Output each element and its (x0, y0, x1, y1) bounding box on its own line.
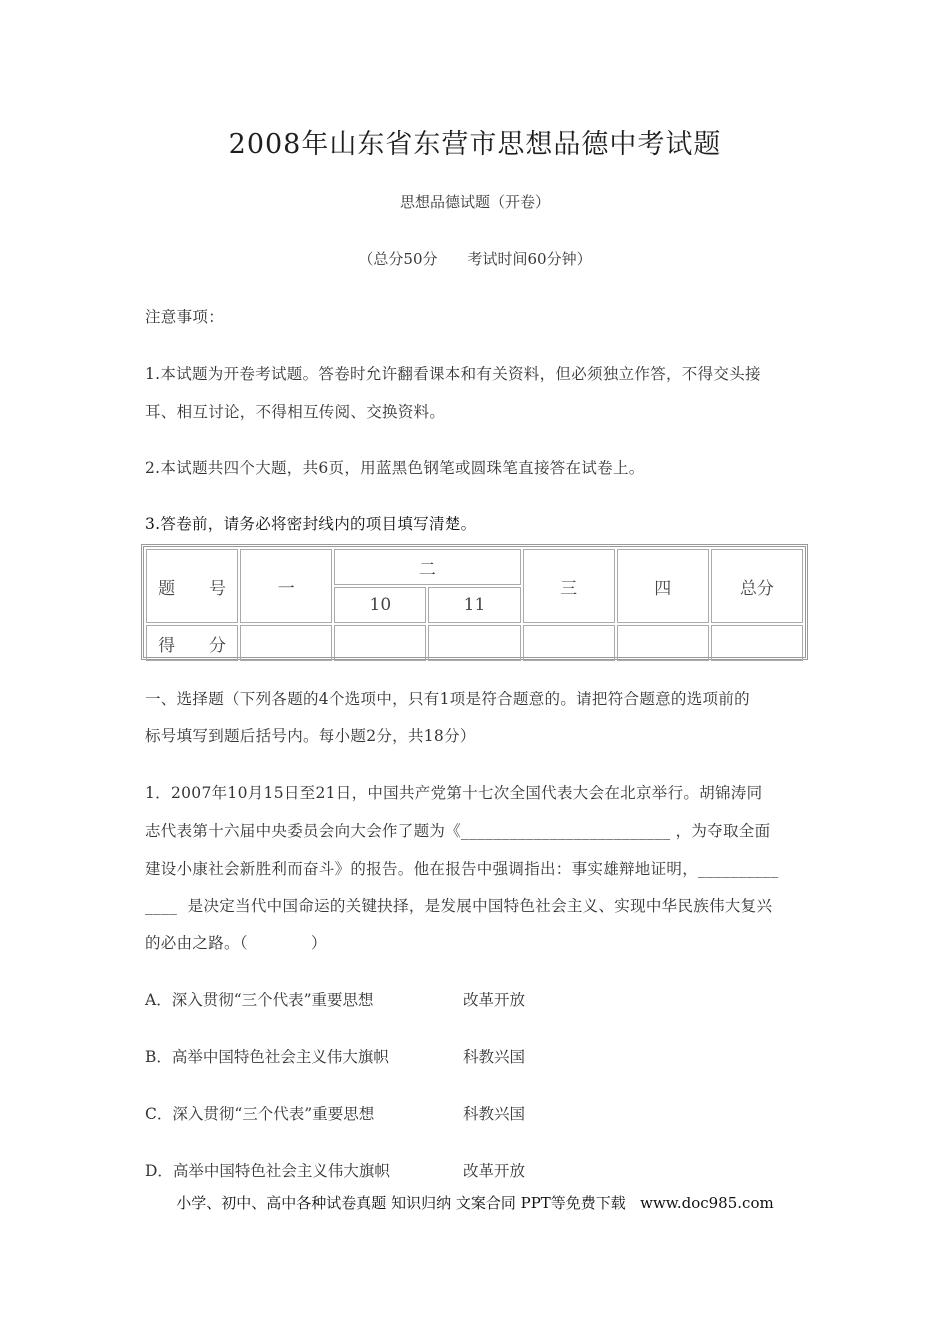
question-1-line-3-text: 建设小康社会新胜利而奋斗》的报告。他在报告中强调指出：事实雄辩地证明， (145, 860, 699, 878)
option-b-label: B．高举中国特色社会主义伟大旗帜 (145, 1048, 389, 1066)
question-1-line-2-text-b: ，为夺取全面 (675, 822, 771, 840)
col-header-1: 一 (240, 549, 332, 623)
col-header-3: 三 (523, 549, 615, 623)
note-item-3: 3.答卷前，请务必将密封线内的项目填写清楚。 (145, 515, 477, 533)
option-c-label: C．深入贯彻“三个代表”重要思想 (145, 1105, 375, 1123)
col-header-2-sub-10: 10 (334, 587, 426, 623)
score-table (141, 544, 808, 660)
section-1-heading-line-2: 标号填写到题后括号内。每小题2分，共18分） (145, 727, 476, 745)
option-a-second: 改革开放 (463, 991, 526, 1009)
row-label-question-number: 题 号 (146, 549, 238, 623)
footer-banner: 小学、初中、高中各种试卷真题 知识归纳 文案合同 PPT等免费下载 www.doc985.com (176, 1194, 774, 1212)
question-1-line-2-text-a: 志代表第十六届中央委员会向大会作了题为《 (145, 822, 462, 840)
question-1-line-5: 的必由之路。（ ） (145, 934, 327, 952)
col-header-4: 四 (617, 549, 709, 623)
page-title: 2008年山东省东营市思想品德中考试题 (228, 129, 722, 160)
question-1-line-4-text: 是决定当代中国命运的关键抉择，是发展中国特色社会主义、实现中华民族伟大复兴 (187, 897, 773, 915)
score-time-info: （总分50分 考试时间60分钟） (358, 250, 592, 268)
score-cell-total[interactable] (711, 625, 803, 661)
score-cell-3[interactable] (523, 625, 615, 661)
note-item-1-line-1: 1.本试题为开卷考试题。答卷时允许翻看课本和有关资料，但必须独立作答，不得交头接 (145, 365, 761, 383)
note-item-2: 2.本试题共四个大题，共6页，用蓝黑色钢笔或圆珠笔直接答在试卷上。 (145, 459, 645, 477)
col-header-total: 总分 (711, 549, 803, 623)
note-item-1-line-2: 耳、相互讨论，不得相互传阅、交换资料。 (145, 403, 446, 421)
question-1-blank-1[interactable]: __________________________ (461, 822, 671, 840)
option-d-label: D．高举中国特色社会主义伟大旗帜 (145, 1162, 390, 1180)
col-header-2: 二 (334, 549, 520, 585)
question-1-line-2 (145, 819, 770, 841)
option-b-second: 科教兴国 (463, 1048, 526, 1066)
question-1-blank-2b[interactable]: ____ (145, 897, 178, 915)
question-1-blank-2a[interactable]: __________ (698, 860, 779, 878)
page-subtitle: 思想品德试题（开卷） (399, 193, 550, 211)
row-label-score: 得 分 (146, 625, 238, 661)
option-d-second: 改革开放 (463, 1162, 526, 1180)
option-a-label: A．深入贯彻“三个代表”重要思想 (145, 991, 374, 1009)
score-cell-10[interactable] (334, 625, 426, 661)
section-1-heading-line-1: 一、选择题（下列各题的4个选项中，只有1项是符合题意的。请把符合题意的选项前的 (145, 690, 750, 708)
score-cell-1[interactable] (240, 625, 332, 661)
col-header-2-sub-11: 11 (428, 587, 520, 623)
notes-heading: 注意事项： (145, 308, 225, 326)
question-1-line-4 (145, 894, 772, 916)
question-1-line-1: 1．2007年10月15日至21日，中国共产党第十七次全国代表大会在北京举行。胡锦涛同 (145, 784, 763, 802)
score-cell-11[interactable] (428, 625, 520, 661)
score-cell-4[interactable] (617, 625, 709, 661)
option-c-second: 科教兴国 (463, 1105, 526, 1123)
question-1-line-3 (145, 857, 779, 879)
